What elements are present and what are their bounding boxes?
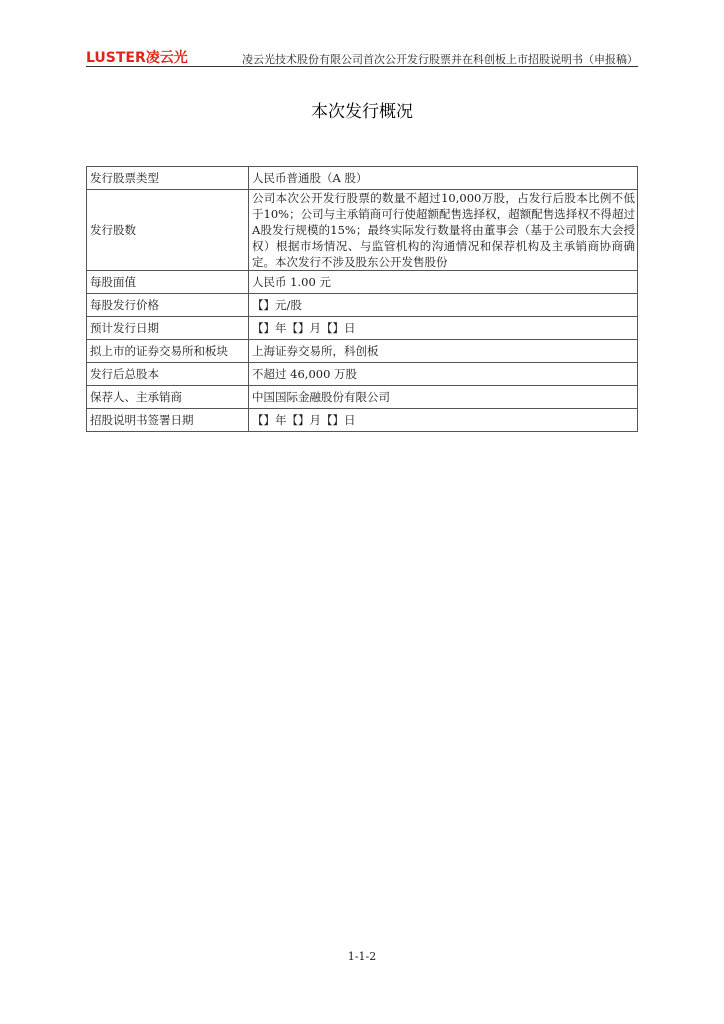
page-title: 本次发行概况 xyxy=(311,102,413,122)
header-document-title: 凌云光技术股份有限公司首次公开发行股票并在科创板上市招股说明书（申报稿） xyxy=(242,53,638,66)
row-label: 招股说明书签署日期 xyxy=(87,409,249,432)
row-value: 【】年【】月【】日 xyxy=(249,317,638,340)
row-value: 公司本次公开发行股票的数量不超过10,000万股，占发行后股本比例不低于10%；公司与主承销商可行使超额配售选择权，超额配售选择权不得超过A股发行规模的15%；最终实际发行数量将由董事会（基于公司股东大会授权）根据市场情况、与监管机构的沟通情况和保荐机构及主承销商协商确定。本次发行不涉及股东公开发售股份 xyxy=(249,190,638,271)
row-value: 人民币普通股（A 股） xyxy=(249,167,638,190)
row-value: 【】元/股 xyxy=(249,294,638,317)
table-row xyxy=(87,363,638,386)
row-label: 每股发行价格 xyxy=(87,294,249,317)
row-label: 拟上市的证券交易所和板块 xyxy=(87,340,249,363)
table-row xyxy=(87,190,638,271)
table-row xyxy=(87,317,638,340)
row-label: 保荐人、主承销商 xyxy=(87,386,249,409)
table-row xyxy=(87,167,638,190)
row-value: 上海证券交易所，科创板 xyxy=(249,340,638,363)
row-value: 【】年【】月【】日 xyxy=(249,409,638,432)
table-row xyxy=(87,271,638,294)
row-label: 发行后总股本 xyxy=(87,363,249,386)
row-label: 预计发行日期 xyxy=(87,317,249,340)
page-number: 1-1-2 xyxy=(347,950,377,963)
row-label: 发行股票类型 xyxy=(87,167,249,190)
offering-overview-table xyxy=(86,166,638,432)
table-row xyxy=(87,340,638,363)
table-row xyxy=(87,386,638,409)
row-value: 不超过 46,000 万股 xyxy=(249,363,638,386)
page-header xyxy=(86,44,638,67)
row-label: 发行股数 xyxy=(87,190,249,271)
table-row xyxy=(87,409,638,432)
table-row xyxy=(87,294,638,317)
row-value: 中国国际金融股份有限公司 xyxy=(249,386,638,409)
row-value: 人民币 1.00 元 xyxy=(249,271,638,294)
row-label: 每股面值 xyxy=(87,271,249,294)
company-logo: LUSTER凌云光 xyxy=(86,50,188,66)
